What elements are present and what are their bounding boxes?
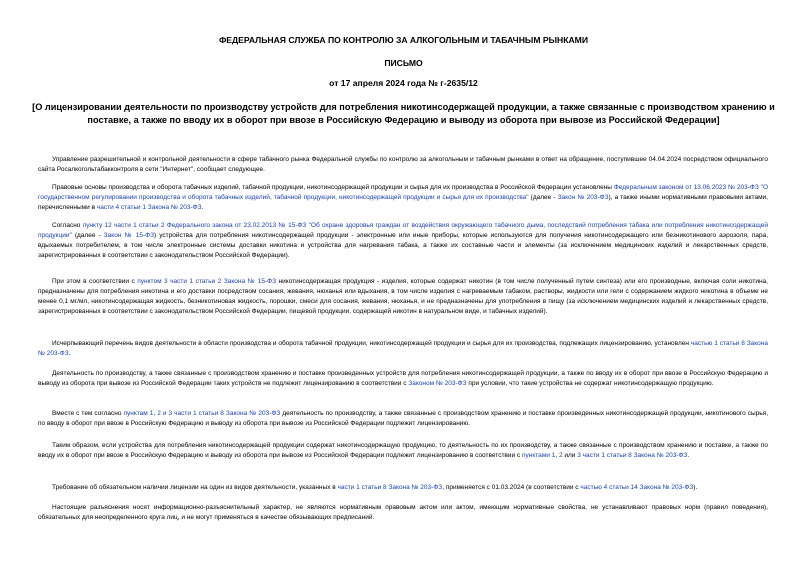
paragraph-8: Таким образом, если устройства для потребления никотинсодержащей продукции содержат никотинсодержащую продукцию, то деятельность по их производству, а также связанные с производством хранению и поставке, а также по вводу их в оборот при ввозе в Российскую Федерацию и выводу из оборота при вывозе из Российской Федерации подлежит лицензированию в соответствии с пунктами 1, 2 или 3 части 1 статьи 8 Закона № 203-ФЗ. (38, 442, 768, 459)
paragraph-7: Вместе с тем согласно пунктам 1, 2 и 3 части 1 статьи 8 Закона № 203-ФЗ деятельность по производству, а также связанные с производством хранению и поставке произведенных никотинсодержащей продукции, никотинового сырья, по вводу в оборот при ввозе в Российскую Федерацию и выводу из оборота при вывозе из Российской Федерации подлежит лицензированию. (38, 410, 768, 427)
document-type: ПИСЬМО (384, 58, 423, 68)
paragraph-1: Управление разрешительной и контрольной деятельности в сфере табачного рынка Федеральной службы по контролю за алкогольным и табачным рынками в ответ на обращение, поступившее 04.04.2024 посредством официального сайта Росалкогольтабакконтроля в сети "Интернет", сообщает следующее. (38, 156, 768, 173)
document-date-number: от 17 апреля 2024 года № г-2635/12 (329, 78, 478, 88)
document-subject: [О лицензировании деятельности по производству устройств для потребления никотинсодержащей продукции, а также связанные с производством хранению и поставке, а также по вводу их в оборот при ввозе в Российскую Федерацию и выводу из оборота при вывозе из Российской Федерации] (32, 102, 775, 125)
link-law-15-item3[interactable]: пунктом 3 части 1 статьи 2 Закона № 15-ФЗ (137, 278, 277, 285)
link-law-15-item12[interactable]: пункту 12 части 1 статьи 2 Федерального закона от 23.02.2013 № 15-ФЗ "Об охране здоровья граждан от воздействия окружающего табачного дыма, последствий потребления табака или потребления никотинсодержащей продукции" (38, 222, 768, 239)
paragraph-4: При этом в соответствии с пунктом 3 части 1 статьи 2 Закона № 15-ФЗ никотинсодержащая продукция - изделия, которые содержат никотин (в том числе полученный путем синтеза) или его производные, включая соли никотина, предназначены для потребления никотина и его доставки посредством сосания, жевания, нюханья или вдыхания, в том числе изделия с нагреваемым табаком, растворы, жидкости или гели с содержанием жидкого никотина в объеме не менее 0,1 мг/мл, никотинсодержащая жидкость, безникотиновая жидкость, порошки, смеси для сосания, жевания, нюханья, и не предназначены для употребления в пищу (за исключением медицинских изделий и лекарственных средств, зарегистрированных в соответствии с законодательством Российской Федерации, пищевой продукции, содержащей никотин в натуральном виде, и табачных изделий). (38, 278, 768, 315)
link-items-1-2-3[interactable]: пунктам 1, 2 и 3 части 1 статьи 8 Закона № 203-ФЗ (123, 410, 281, 417)
link-part1-art8[interactable]: частью 1 статьи 8 Закона № 203-ФЗ (38, 340, 768, 357)
link-law-203-ref[interactable]: Законом № 203-ФЗ (408, 380, 467, 387)
link-law-203-short[interactable]: Закон № 203-ФЗ (557, 194, 609, 201)
link-item-3[interactable]: 3 части 1 статьи 8 Закона № 203-ФЗ (577, 452, 688, 459)
link-law-203[interactable]: Федеральным законом от 13.06.2023 № 203-ФЗ "О государственном регулировании производства и оборота табачных изделий, табачной продукции, никотинсодержащей продукции и сырья для их производства" (38, 184, 768, 201)
paragraph-10: Настоящие разъяснения носят информационно-разъяснительный характер, не являются нормативным правовым актом или актом, имеющим нормативные свойства, не устанавливают правовых норм (правил поведения), обязательных для неопределенного круга лиц, и не могут применяться в качестве обязывающих предписаний. (38, 504, 768, 521)
link-law-15-short[interactable]: Закон № 15-ФЗ (103, 232, 154, 239)
agency-title: ФЕДЕРАЛЬНАЯ СЛУЖБА ПО КОНТРОЛЮ ЗА АЛКОГОЛЬНЫМ И ТАБАЧНЫМ РЫНКАМИ (218, 35, 589, 45)
paragraph-3: Согласно пункту 12 части 1 статьи 2 Федерального закона от 23.02.2013 № 15-ФЗ "Об охране здоровья граждан от воздействия окружающего табачного дыма, последствий потребления табака или потребления никотинсодержащей продукции" (далее - Закон № 15-ФЗ) устройства для потребления никотинсодержащей продукции - электронные или иные приборы, которые используются для получения никотинсодержащего или безникотинового аэрозоля, пара, вдыхаемых потребителем, в том числе электронные системы доставки никотина и устройства для нагревания табака, а также их составные части и элементы (за исключением медицинских изделий и лекарственных средств, зарегистрированных в соответствии с законодательством Российской Федерации). (38, 222, 768, 259)
paragraph-2: Правовые основы производства и оборота табачных изделий, табачной продукции, никотинсодержащей продукции и сырья для их производства в Российской Федерации установлены Федеральным законом от 13.06.2023 № 203-ФЗ "О государственном регулировании производства и оборота табачных изделий, табачной продукции, никотинсодержащей продукции и сырья для их производства" (далее - Закон № 203-ФЗ), а также иными нормативными правовыми актами, перечисленными в части 4 статьи 1 Закона № 203-ФЗ. (38, 184, 768, 211)
link-item-2[interactable]: 2 (558, 452, 563, 459)
paragraph-9: Требование об обязательном наличии лицензии на один из видов деятельности, указанных в части 1 статьи 8 Закона № 203-ФЗ, применяется с 01.03.2024 (в соответствии с частью 4 статьи 14 Закона № 203-ФЗ). (52, 484, 698, 491)
paragraph-5: Исчерпывающий перечень видов деятельности в области производства и оборота табачной продукции, никотинсодержащей продукции и сырья для их производства, подлежащих лицензированию, установлен частью 1 статьи 8 Закона № 203-ФЗ. (38, 340, 768, 357)
link-item-1[interactable]: пунктами 1 (522, 452, 556, 459)
link-part4-art14[interactable]: частью 4 статьи 14 Закона № 203-ФЗ (580, 484, 694, 491)
paragraph-6: Деятельность по производству, а также связанные с производством хранению и поставке произведенных устройств для потребления никотинсодержащей продукции, а также по вводу их в оборот при ввозе в Российскую Федерацию и выводу из оборота при вывозе из Российской Федерации таких устройств не подлежит лицензированию в соответствии с Законом № 203-ФЗ при условии, что такие устройства не содержат никотинсодержащую продукцию. (38, 370, 768, 387)
link-part4-art1[interactable]: части 4 статьи 1 Закона № 203-ФЗ (96, 204, 202, 211)
link-part1-art8-ref[interactable]: части 1 статьи 8 Закона № 203-ФЗ (337, 484, 443, 491)
